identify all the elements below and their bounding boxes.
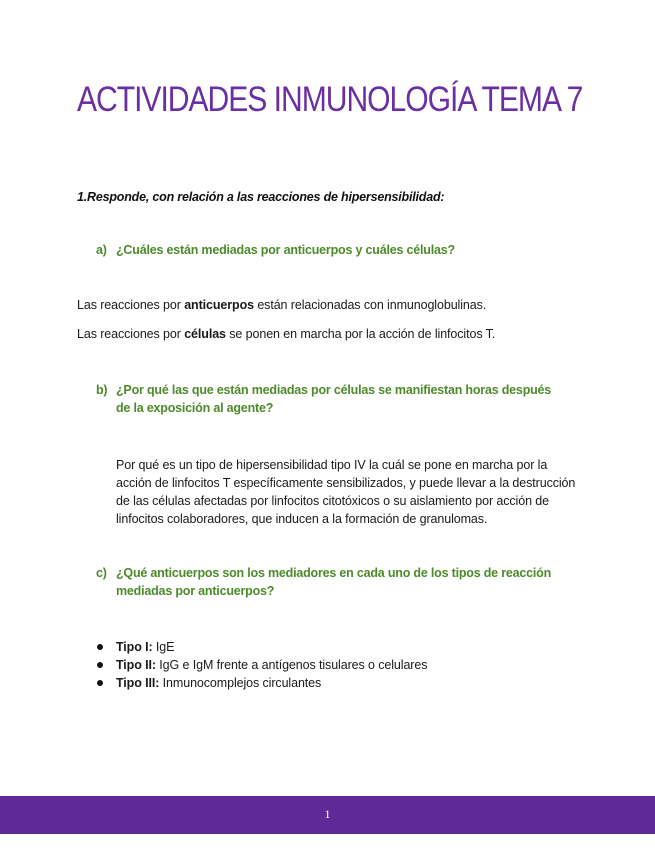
question-a — [96, 241, 566, 259]
page-title: ACTIVIDADES INMUNOLOGÍA TEMA 7 — [77, 80, 583, 119]
answer-a-line-2 — [77, 327, 495, 341]
list-item-label: Tipo III: — [116, 676, 160, 690]
answer-a-line-2-after: se ponen en marcha por la acción de linfocitos T. — [225, 327, 496, 341]
bullet-icon — [97, 644, 103, 650]
list-item-label: Tipo I: — [116, 640, 153, 654]
question-a-letter: a) — [96, 243, 107, 257]
answer-a-line-1-bold: anticuerpos — [184, 298, 254, 312]
answer-a-line-1-after: están relacionadas con inmunoglobulinas. — [253, 298, 487, 312]
list-item-text: Inmunocomplejos circulantes — [159, 676, 322, 690]
list-item-text: IgG e IgM frente a antígenos tisulares o celulares — [155, 658, 428, 672]
question-b-text: ¿Por qué las que están mediadas por células se manifiestan horas después de la exposición al agente? — [116, 383, 552, 415]
question-1-heading: 1.Responde, con relación a las reacciones de hipersensibilidad: — [77, 190, 445, 204]
question-a-text: ¿Cuáles están mediadas por anticuerpos y cuáles células? — [116, 243, 455, 257]
list-item — [96, 638, 427, 656]
answer-b-paragraph: Por qué es un tipo de hipersensibilidad tipo IV la cuál se pone en marcha por la acción de linfocitos T específicamente sensibilizados, y puede llevar a la destrucción de las células afectadas por linfocitos citotóxicos o su aislamiento por acción de linfocitos colaboradores, que inducen a la formación de granulomas. — [116, 458, 576, 526]
question-c-text: ¿Qué anticuerpos son los mediadores en cada uno de los tipos de reacción mediadas por anticuerpos? — [116, 566, 552, 598]
answer-a-line-2-bold: células — [184, 327, 226, 341]
question-c-letter: c) — [96, 566, 107, 580]
list-item-label: Tipo II: — [116, 658, 156, 672]
bullet-icon — [97, 680, 103, 686]
list-item-text: IgE — [152, 640, 175, 654]
answer-a-line-1 — [77, 298, 486, 312]
question-c — [96, 564, 566, 600]
page-number: 1 — [324, 807, 331, 821]
answer-a-line-1-before: Las reacciones por — [77, 298, 185, 312]
list-item — [96, 656, 427, 674]
list-item — [96, 674, 427, 692]
answer-a-line-2-before: Las reacciones por — [77, 327, 185, 341]
question-b-letter: b) — [96, 383, 108, 397]
question-b — [96, 381, 566, 417]
bullet-icon — [97, 662, 103, 668]
antibody-type-list — [96, 638, 427, 692]
